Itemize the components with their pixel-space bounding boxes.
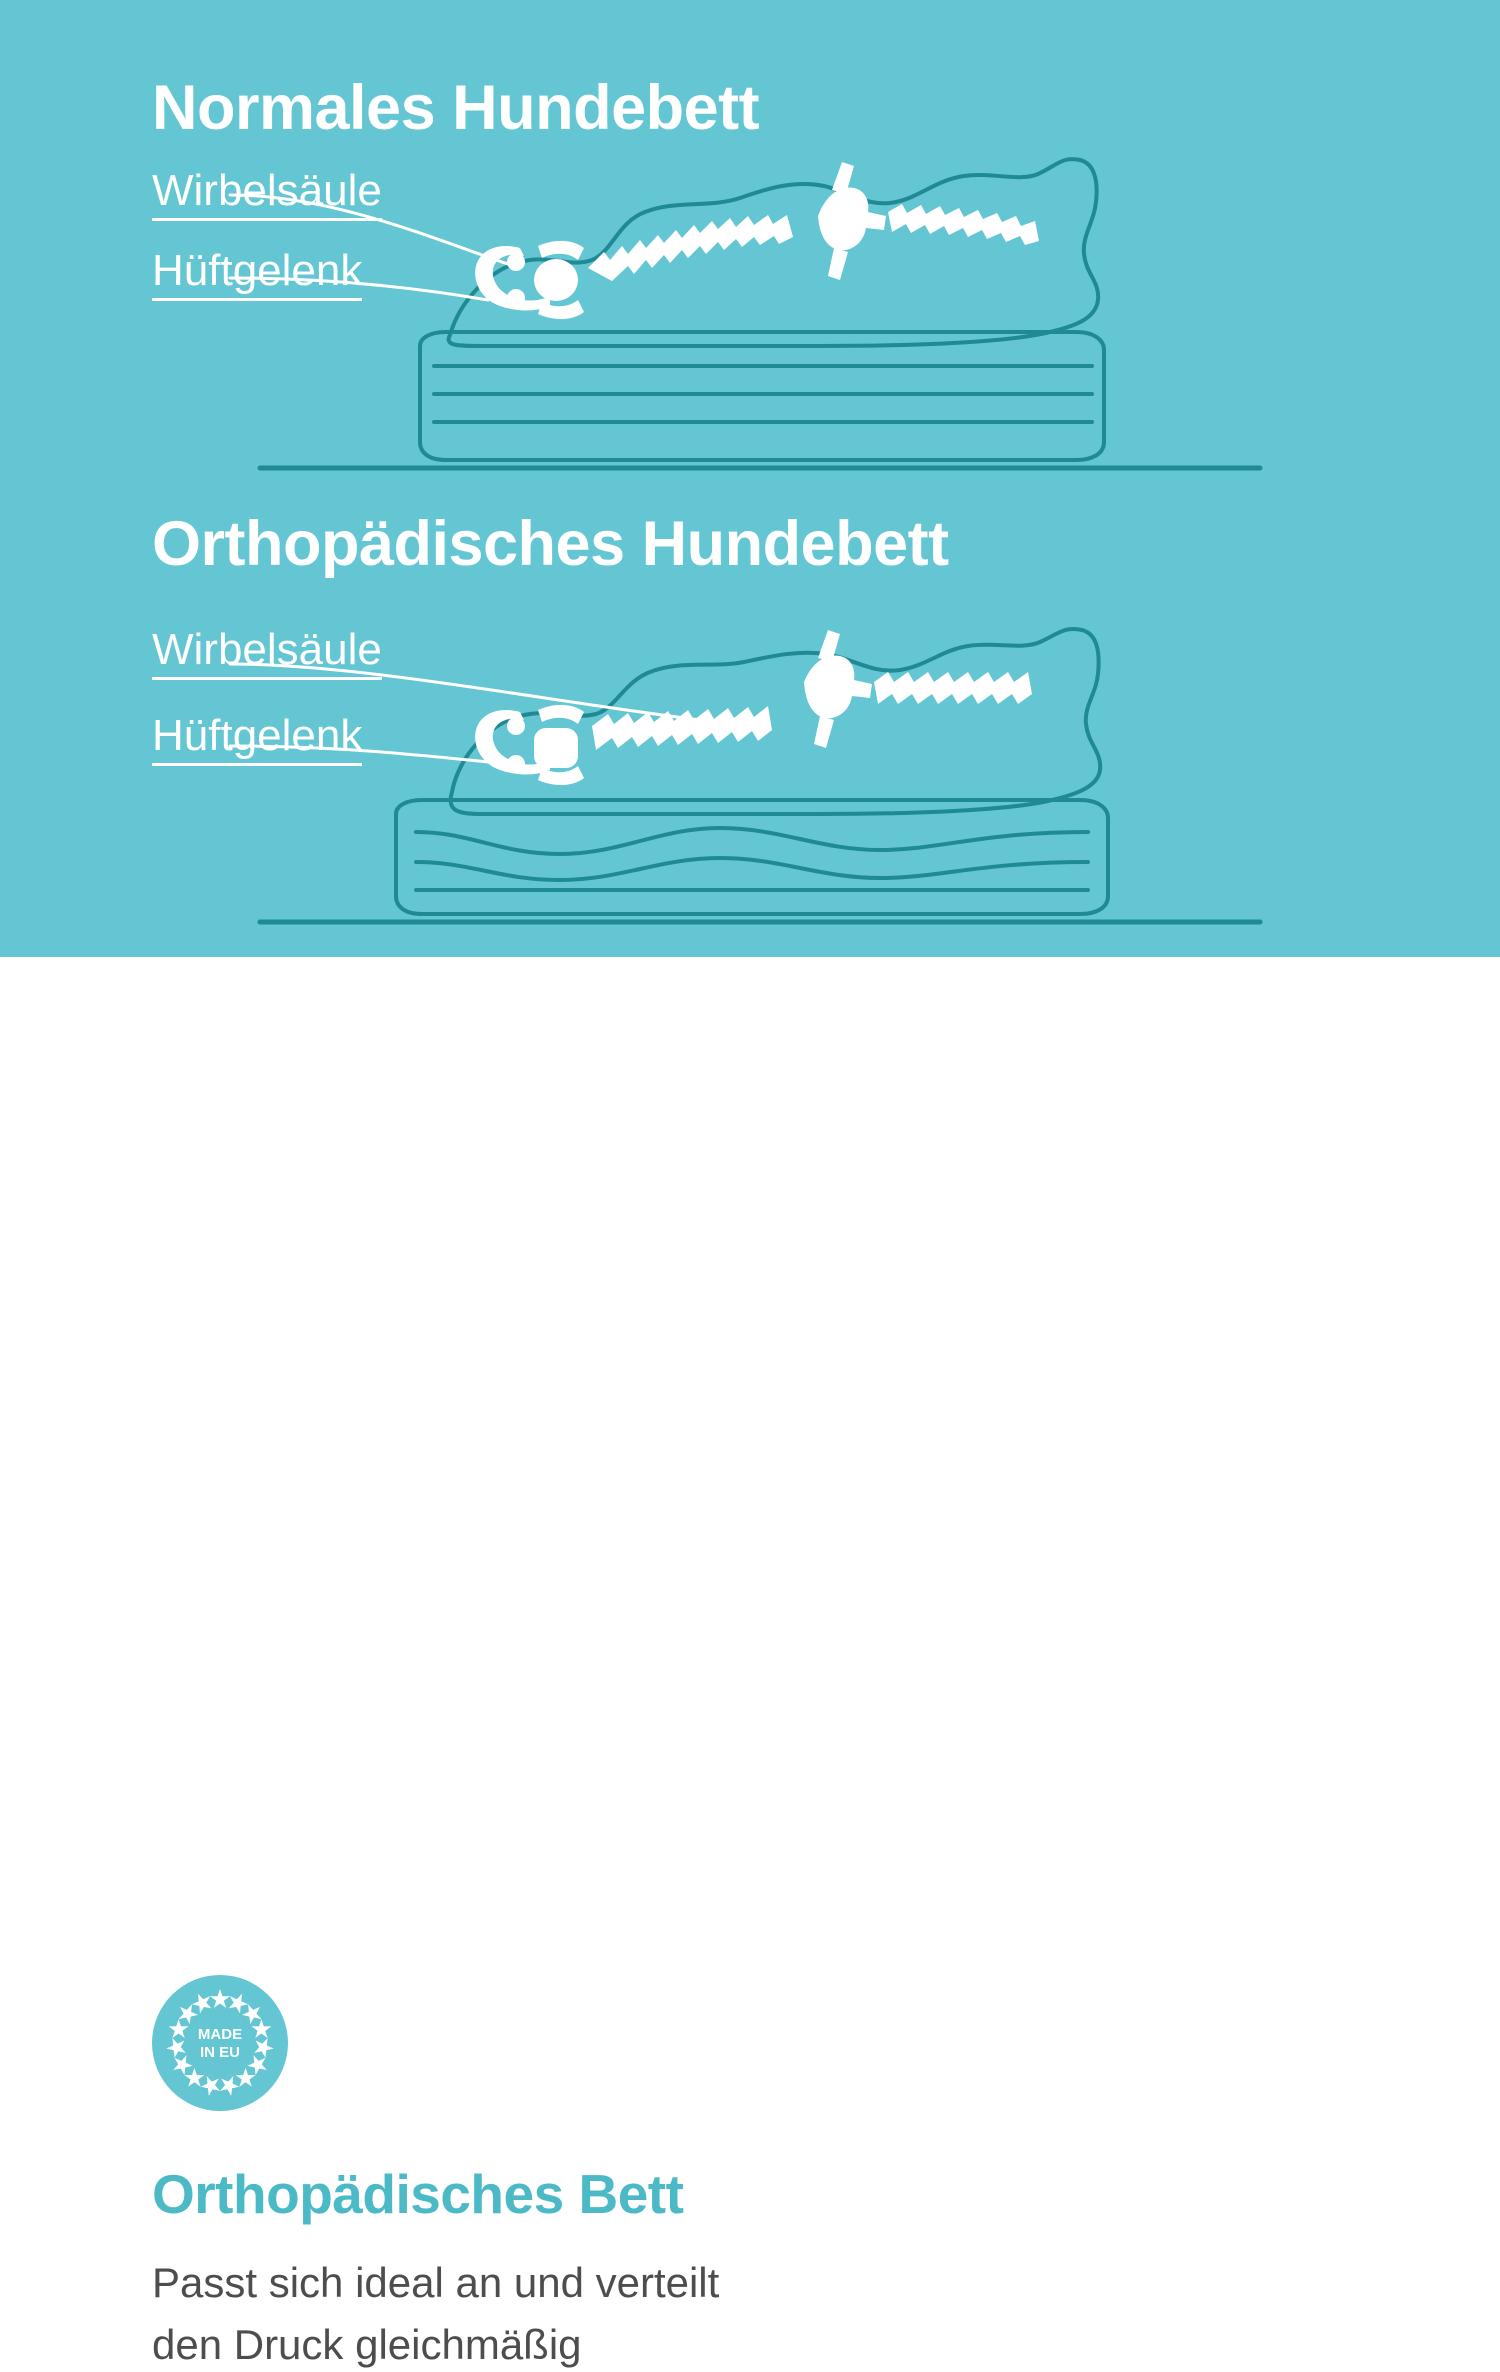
comparison-panel [0,0,1500,957]
description-panel [0,957,1500,2368]
badge-line-2: IN EU [199,2044,241,2061]
bottom-subtitle-line-1: Passt sich ideal an und verteilt [152,2259,720,2306]
illustration-normal-bed [220,150,1300,480]
illustration-orthopedic-bed [220,620,1300,940]
made-in-eu-badge-icon [152,1975,288,2111]
label-spine-orthopedic: Wirbelsäule [152,627,382,680]
bottom-subtitle-line-2: den Druck gleichmäßig [152,2321,582,2368]
label-hip-normal: Hüftgelenk [152,248,362,301]
badge-line-1: MADE [197,2026,243,2043]
bottom-heading: Orthopädisches Bett [152,2163,684,2225]
label-spine-normal: Wirbelsäule [152,168,382,221]
label-hip-orthopedic: Hüftgelenk [152,713,362,766]
section-title-orthopedic-bed: Orthopädisches Hundebett [152,509,949,579]
section-title-normal-bed: Normales Hundebett [152,73,760,143]
